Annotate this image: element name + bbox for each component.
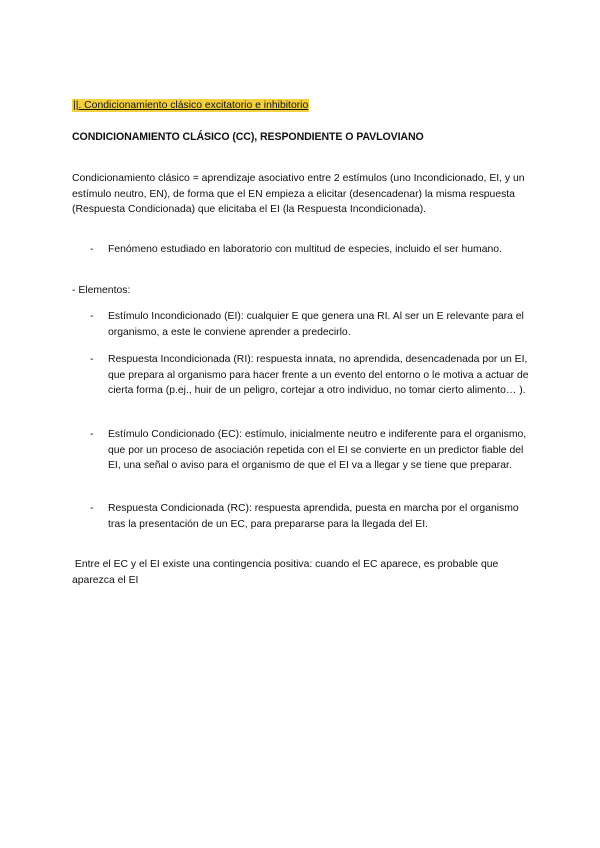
element-item-ei (90, 309, 530, 340)
element-text: Estímulo Condicionado (EC): estímulo, inicialmente neutro e indiferente para el organismo, que por un proceso de asociación repetida con el EI se convierte en un predictor fiable del EI, una señal o aviso para el organismo de que el EI va a llegar y se tiene que preparar. (108, 429, 527, 471)
bullet-text: Fenómeno estudiado en laboratorio con multitud de especies, incluido el ser humano. (108, 244, 502, 255)
bullet-dash: - (90, 429, 94, 440)
bullet-dash: - (90, 354, 94, 365)
section-tag: ||. Condicionamiento clásico excitatorio e inhibitorio (73, 100, 309, 111)
closing-paragraph: Entre el EC y el EI existe una contingencia positiva: cuando el EC aparece, es probable que aparezca el EI (72, 559, 502, 586)
intro-paragraph: Condicionamiento clásico = aprendizaje asociativo entre 2 estímulos (uno Incondicionado, EI, y un estímulo neutro, EN), de forma que el EN empieza a elicitar (desencadenar) la misma respuesta (Respuesta Condicionada) que elicitaba el EI (la Respuesta Incondicionada). (72, 173, 525, 215)
element-text: Respuesta Condicionada (RC): respuesta aprendida, puesta en marcha por el organismo tras la presentación de un EC, para prepararse para la llegada del EI. (108, 503, 519, 530)
element-text: Respuesta Incondicionada (RI): respuesta innata, no aprendida, desencadenada por un EI, que prepara al organismo para hacer frente a un evento del entorno o le motiva a actuar de cierta forma (p.ej., huir de un peligro, cortejar a otro individuo, no tomar cierto alimento… ). (108, 354, 529, 396)
main-heading: CONDICIONAMIENTO CLÁSICO (CC), RESPONDIENTE O PAVLOVIANO (72, 131, 424, 143)
bullet-dash: - (90, 244, 94, 255)
element-item-ec (90, 427, 530, 474)
bullet-phenomenon (90, 242, 530, 258)
element-item-ri (90, 352, 530, 399)
elements-label: - Elementos: (72, 285, 131, 296)
bullet-dash: - (90, 503, 94, 514)
bullet-dash: - (90, 311, 94, 322)
element-item-rc (90, 501, 530, 532)
element-text: Estímulo Incondicionado (EI): cualquier E que genera una RI. Al ser un E relevante para el organismo, a este le conviene aprender a predecirlo. (108, 311, 524, 338)
